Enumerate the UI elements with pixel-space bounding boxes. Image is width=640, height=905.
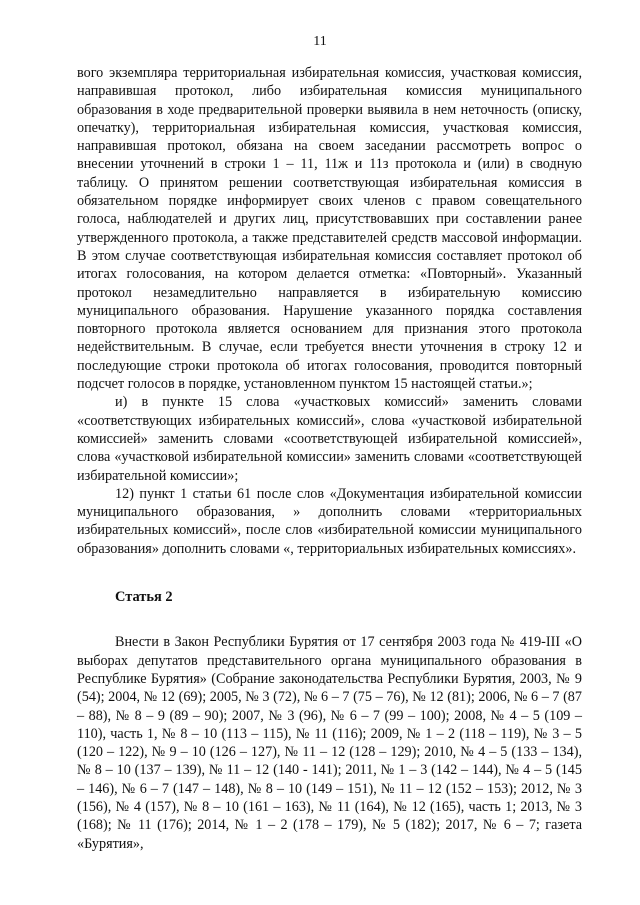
spacer <box>77 558 582 588</box>
paragraph-item-i: и) в пункте 15 слова «участковых комиссий» заменить словами «соответствующих избирательных комиссий», слова «участковой избирательной комиссией» заменить словами «соответствующей избирательной комиссией», слова «участковой избирательной комиссии» заменить словами «соответствующей избирательной комиссии»; <box>77 394 582 484</box>
paragraph-continuation: вого экземпляра территориальная избирательная комиссия, участковая комиссия, направившая протокол, либо избирательная комиссия муниципального образования в ходе предварительной проверки выявила в нем неточность (описку, опечатку), территориальная избирательная комиссия, участковая комиссия, направившая протокол, обязана на своем заседании рассмотреть вопрос о внесении уточнений в строки 1 – 11, 11ж и 11з протокола и (или) в сводную таблицу. О принятом решении соответствующая избирательная комиссия в обязательном порядке информирует своих членов с правом совещательного голоса, наблюдателей и других лиц, присутствовавших при составлении ранее утвержденного протокола, а также представителей средств массовой информации. В этом случае соответствующая избирательная комиссия составляет протокол об итогах голосования, на котором делается отметка: «Повторный». Указанный протокол незамедлительно направляется в избирательную комиссию муниципального образования. Нарушение указанного порядка составления повторного протокола является основанием для признания этого протокола недействительным. В случае, если требуется внести уточнения в строку 12 и последующие строки протокола об итогах голосования, проводится повторный подсчет голосов в порядке, установленном пунктом 15 настоящей статьи.»; <box>77 65 582 393</box>
paragraph-item-12: 12) пункт 1 статьи 61 после слов «Документация избирательной комиссии муниципального образования, » дополнить словами «территориальных избирательных комиссий», после слов «избирательной комиссии муниципального образования» дополнить словами «, территориальных избирательных комиссиях». <box>77 485 582 557</box>
spacer <box>77 606 582 633</box>
page-number: 11 <box>313 34 327 49</box>
document-body <box>77 64 582 853</box>
article-heading: Статья 2 <box>115 589 173 606</box>
paragraph-article-2: Внести в Закон Республики Бурятия от 17 сентября 2003 года № 419-III «О выборах депутатов представительного органа муниципального образования в Республике Бурятия» (Собрание законодательства Республики Бурятия, 2003, № 9 (54); 2004, № 12 (69); 2005, № 3 (72), № 6 – 7 (75 – 76), № 12 (81); 2006, № 6 – 7 (87 – 88), № 8 – 9 (89 – 90); 2007, № 3 (96), № 6 – 7 (99 – 100); 2008, № 4 – 5 (109 – 110), часть 1, № 8 – 10 (113 – 115), № 11 (116); 2009, № 1 – 2 (118 – 119), № 3 – 5 (120 – 122), № 9 – 10 (126 – 127), № 11 – 12 (128 – 129); 2010, № 4 – 5 (133 – 134), № 8 – 10 (137 – 139), № 11 – 12 (140 - 141); 2011, № 1 – 3 (142 – 144), № 4 – 5 (145 – 146), № 6 – 7 (147 – 148), № 8 – 10 (149 – 151), № 11 – 12 (152 – 153); 2012, № 3 (156), № 4 (157), № 8 – 10 (161 – 163), № 11 (164), № 12 (165), часть 1; 2013, № 3 (168); № 11 (176); 2014, № 1 – 2 (178 – 179), № 5 (182); 2017, № 6 – 7; газета «Бурятия», <box>77 634 582 852</box>
